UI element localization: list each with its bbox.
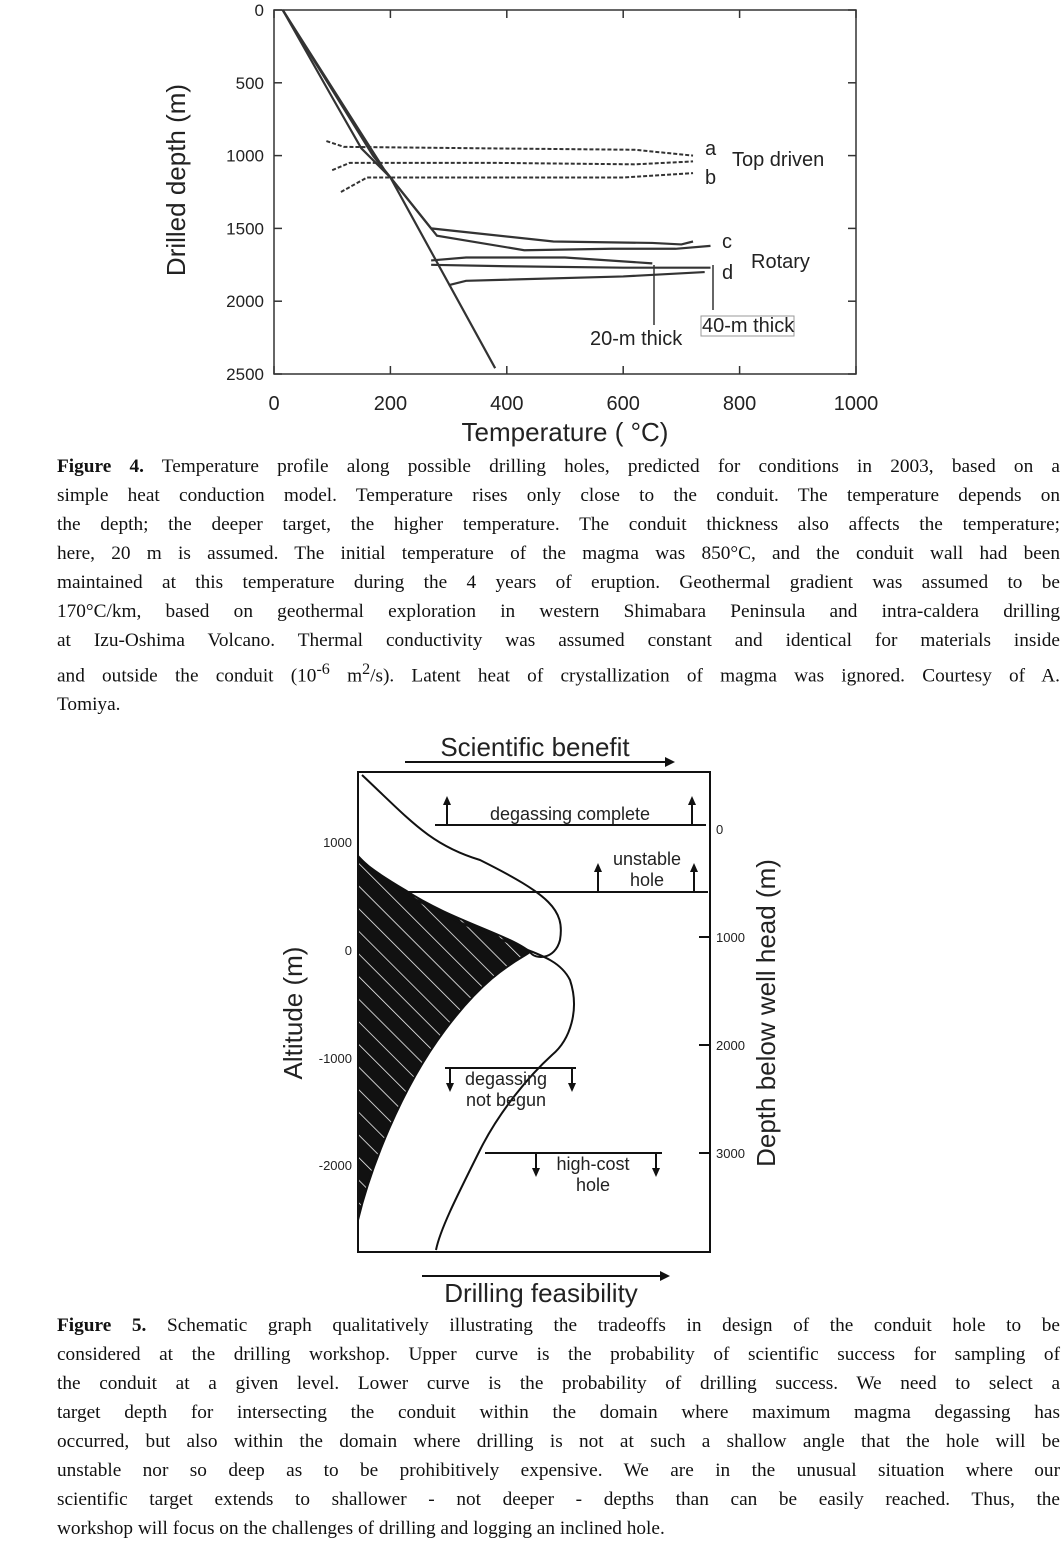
annotation-d: d	[722, 262, 734, 284]
figure-4-caption	[57, 452, 1060, 719]
temperature-profile-plot	[160, 0, 890, 450]
annotation-40m-thick: 40-m thick	[702, 315, 795, 337]
annotation-top-driven: Top driven	[732, 149, 825, 171]
hatched-overlap-region	[358, 856, 530, 1220]
caption-line: considered at the drilling workshop. Upper curve is the probability of scientific success for sampling of	[57, 1344, 1060, 1365]
caption-line: simple heat conduction model. Temperature rises only close to the conduit. The temperature depends on	[57, 485, 1060, 506]
series-line-4	[431, 265, 710, 268]
bottom-arrowhead	[660, 1271, 670, 1281]
series-line-1	[283, 10, 711, 250]
figure-4-chart	[160, 0, 890, 450]
depth-axis-label: Depth below well head (m)	[751, 859, 781, 1167]
annotation-b: b	[705, 167, 717, 189]
degassing-label: degassing	[464, 1069, 548, 1089]
figure-5-caption	[57, 1311, 1060, 1543]
x-tick-label: 600	[606, 393, 640, 415]
right-tick-1000: 1000	[716, 930, 745, 945]
left-tick-1000: 1000	[323, 835, 352, 850]
high-cost-hole-label: hole	[575, 1175, 611, 1195]
x-tick-label: 800	[722, 393, 757, 415]
series-group	[283, 10, 711, 368]
right-tick-2000: 2000	[716, 1038, 745, 1053]
series-line-6	[326, 141, 693, 156]
altitude-axis-label: Altitude (m)	[278, 946, 308, 1080]
caption-label: Figure 4.	[57, 456, 144, 477]
unstable-label: unstable	[612, 849, 682, 869]
y-tick-label: 0	[254, 1, 264, 20]
x-tick-label: 1000	[833, 393, 879, 415]
tradeoff-schematic	[270, 730, 800, 1310]
left-tick-0: 0	[344, 943, 352, 958]
top-arrowhead	[665, 757, 675, 767]
annotation-rotary: Rotary	[751, 251, 810, 273]
left-tick-minus1000: -1000	[318, 1051, 352, 1066]
y-tick-label: 1000	[226, 146, 264, 166]
caption-line: and outside the conduit ($10^{-6}$ $m^2/s$). Latent heat of crystallization of magma was ignored. Courtesy of A.	[57, 661, 1060, 687]
x-axis-label: Temperature ( °C)	[461, 417, 669, 447]
caption-line: Temperature profile along possible drilling holes, predicted for conditions in 2003, based on a	[161, 456, 1060, 477]
series-line-2	[283, 10, 495, 368]
caption-line: Schematic graph qualitatively illustrating the tradeoffs in design of the conduit hole to be	[166, 1315, 1060, 1336]
right-tick-0: 0	[716, 822, 724, 837]
annotation-20m-thick: 20-m thick	[590, 328, 683, 350]
series-line-0	[283, 10, 693, 244]
caption-line: occurred, but also within the domain where drilling is not at such a shallow angle that the hole will be	[57, 1431, 1060, 1452]
scientific-benefit-label: Scientific benefit	[440, 732, 630, 762]
series-line-3	[431, 258, 652, 264]
axis-ticks	[226, 1, 878, 415]
hole-label: hole	[629, 870, 665, 890]
caption-line: unstable nor so deep as to be prohibitively expensive. We are in the unusual situation where our	[57, 1460, 1060, 1481]
x-tick-label: 200	[373, 393, 408, 415]
annotation-c: c	[722, 231, 732, 253]
x-tick-label: 0	[268, 393, 280, 415]
caption-line: the depth; the deeper target, the higher temperature. The conduit thickness also affects the temperature;	[57, 514, 1060, 535]
high-cost-label: high-cost	[556, 1154, 630, 1174]
annotation-a: a	[705, 138, 717, 160]
left-tick-minus2000: -2000	[318, 1158, 352, 1173]
y-axis-label: Drilled depth (m)	[161, 83, 191, 277]
caption-line: workshop will focus on the challenges of drilling and logging an inclined hole.	[57, 1518, 665, 1539]
caption-line: scientific target extends to shallower - not deeper - depths than can be easily reached. Thus, the	[57, 1489, 1060, 1510]
drilling-feasibility-label: Drilling feasibility	[444, 1278, 638, 1308]
series-line-7	[332, 161, 693, 170]
x-tick-label: 400	[490, 393, 524, 415]
y-tick-label: 500	[235, 73, 264, 93]
caption-line: here, 20 m is assumed. The initial temperature of the magma was 850°C, and the conduit wall had been	[57, 543, 1060, 564]
y-tick-label: 2000	[226, 292, 264, 312]
y-tick-label: 2500	[226, 365, 264, 384]
degassing-complete-label: degassing complete	[489, 804, 651, 824]
caption-line: Tomiya.	[57, 694, 121, 716]
right-tick-3000: 3000	[716, 1146, 745, 1161]
y-tick-label: 1500	[226, 219, 264, 239]
caption-label: Figure 5.	[57, 1315, 147, 1336]
series-line-5	[449, 272, 705, 285]
caption-line: maintained at this temperature during the 4 years of eruption. Geothermal gradient was assumed to be	[57, 572, 1060, 593]
caption-line: 170°C/km, based on geothermal exploration in western Shimabara Peninsula and intra-caldera drilling	[57, 601, 1060, 622]
figure-5-diagram	[270, 730, 800, 1310]
caption-line: target depth for intersecting the conduit within the domain where maximum magma degassing has	[57, 1402, 1060, 1423]
not-begun-label: not begun	[465, 1090, 547, 1110]
caption-line: the conduit at a given level. Lower curve is the probability of drilling success. We need to select a	[57, 1373, 1060, 1394]
caption-line: at Izu-Oshima Volcano. Thermal conductivity was assumed constant and identical for materials inside	[57, 630, 1060, 651]
